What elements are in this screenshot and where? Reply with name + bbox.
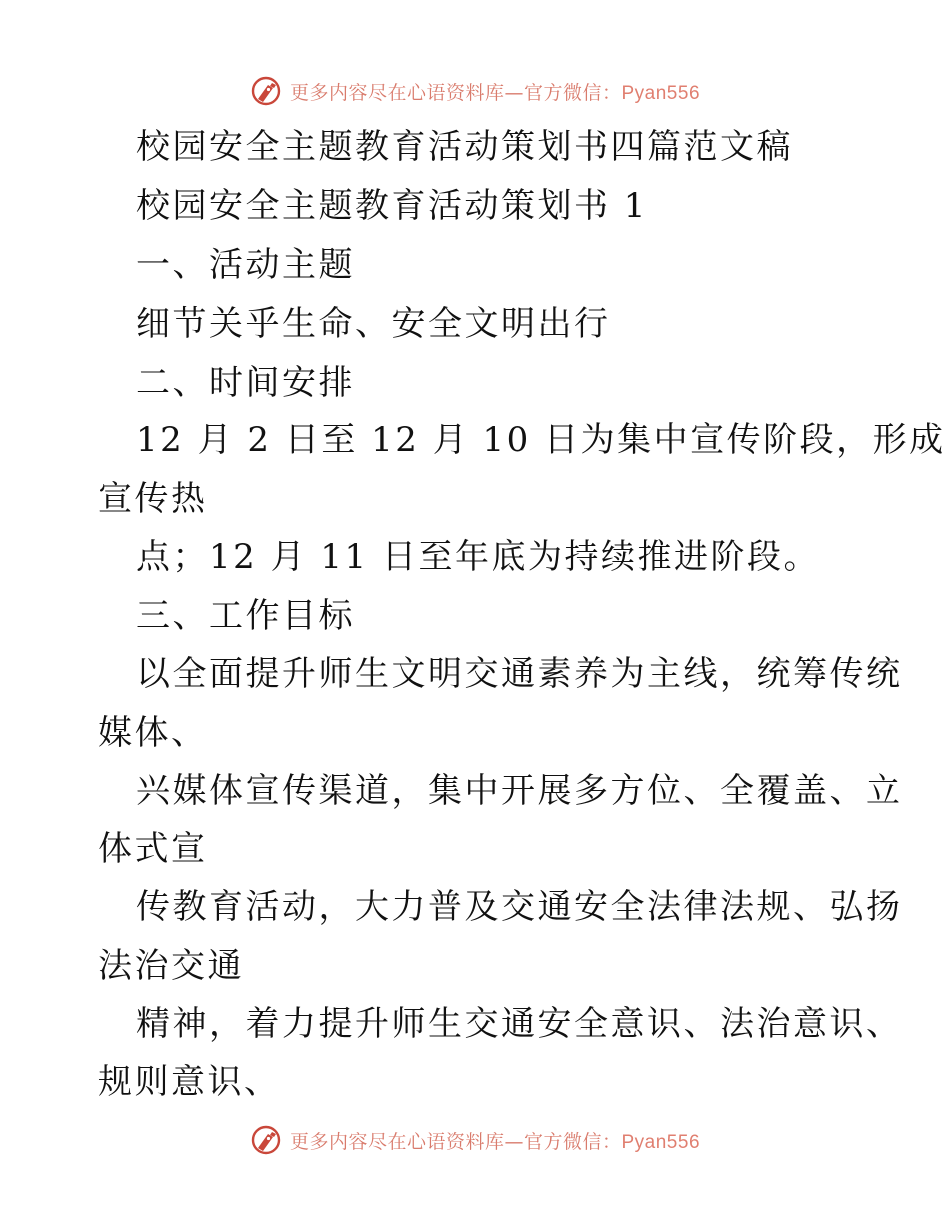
paragraph-line: 传教育活动，大力普及交通安全法律法规、弘扬 (136, 887, 903, 927)
section-heading: 校园安全主题教育活动策划书 1 (136, 186, 648, 226)
paragraph-line: 以全面提升师生文明交通素养为主线，统筹传统 (136, 654, 903, 694)
paragraph-line: 点；12 月 11 日至年底为持续推进阶段。 (136, 537, 820, 577)
paragraph-line: 12 月 2 日至 12 月 10 日为集中宣传阶段，形成 (136, 420, 946, 460)
watermark-label: 更多内容尽在心语资料库—官方微信： (289, 1130, 622, 1153)
subheading: 三、工作目标 (136, 596, 355, 636)
pen-nib-logo-icon (250, 1124, 282, 1156)
subheading: 二、时间安排 (136, 363, 355, 403)
paragraph-line: 体式宣 (98, 829, 208, 869)
watermark-wechat-id: Pyan556 (621, 82, 701, 104)
watermark-wechat-id: Pyan556 (621, 1131, 701, 1153)
paragraph-line: 细节关乎生命、安全文明出行 (136, 304, 611, 344)
watermark-label: 更多内容尽在心语资料库—官方微信： (289, 81, 622, 104)
paragraph-line: 规则意识、 (98, 1062, 281, 1102)
subheading: 一、活动主题 (136, 245, 355, 285)
paragraph-line: 法治交通 (98, 946, 244, 986)
footer-watermark (0, 1120, 950, 1160)
paragraph-line: 宣传热 (98, 479, 208, 519)
paragraph-line: 媒体、 (98, 713, 208, 753)
watermark-text (290, 1127, 700, 1154)
pen-nib-logo-icon (250, 75, 282, 107)
header-watermark (0, 71, 950, 111)
document-title: 校园安全主题教育活动策划书四篇范文稿 (136, 127, 793, 167)
watermark-text (290, 78, 700, 105)
paragraph-line: 兴媒体宣传渠道，集中开展多方位、全覆盖、立 (136, 771, 903, 811)
paragraph-line: 精神，着力提升师生交通安全意识、法治意识、 (136, 1004, 903, 1044)
